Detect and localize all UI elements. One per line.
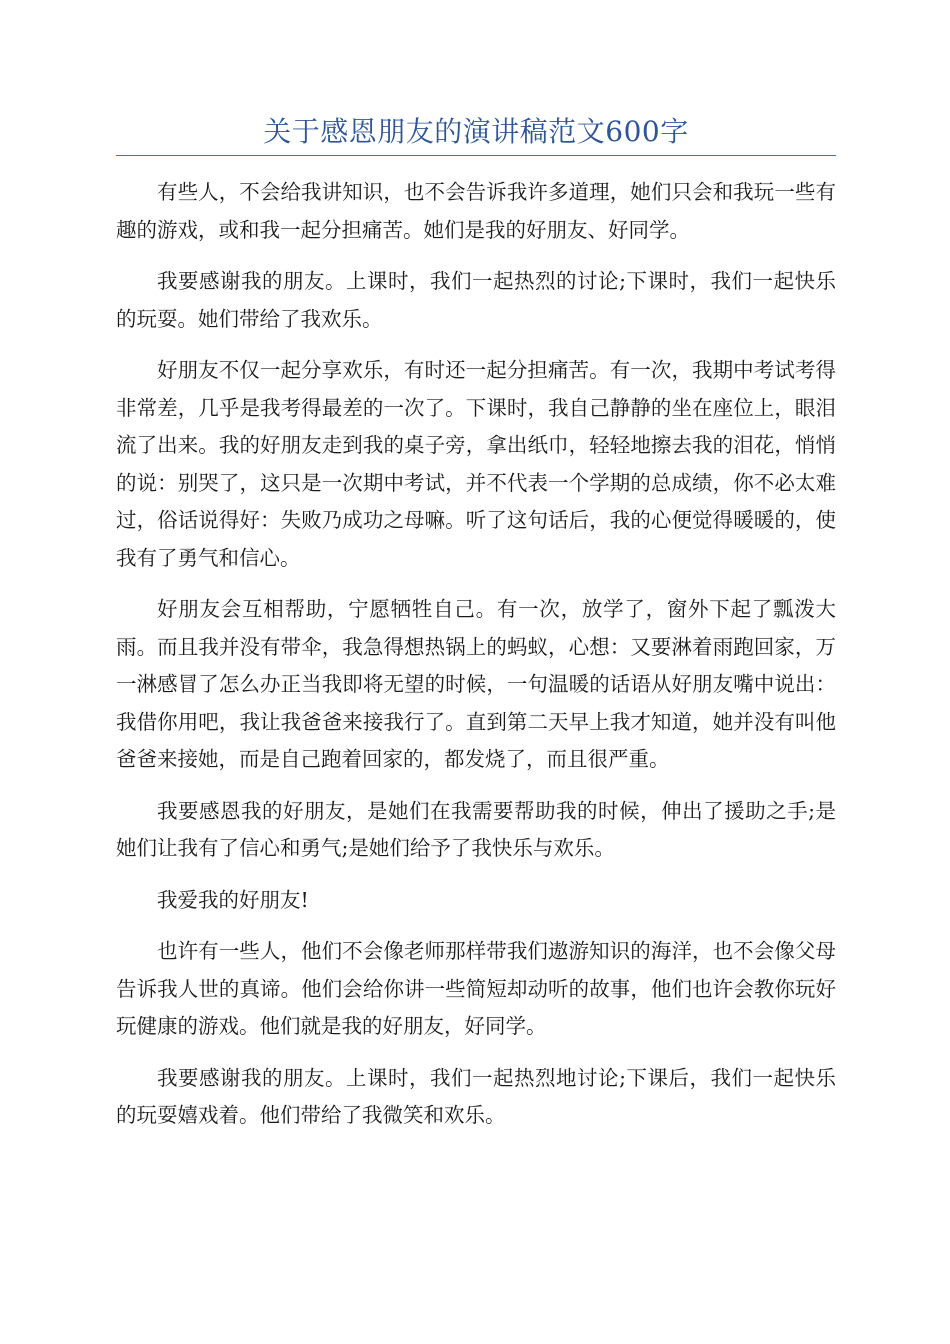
document-body [116,174,836,1135]
document-page [116,0,836,1344]
paragraph: 我爱我的好朋友! [157,887,309,912]
paragraph: 好朋友不仅一起分享欢乐，有时还一起分担痛苦。有一次，我期中考试考得非常差，几乎是我考得最差的一次了。下课时，我自己静静的坐在座位上，眼泪流了出来。我的好朋友走到我的桌子旁，拿出纸巾，轻轻地擦去我的泪花，悄悄的说：别哭了，这只是一次期中考试，并不代表一个学期的总成绩，你不必太难过，俗话说得好：失败乃成功之母嘛。听了这句话后，我的心便觉得暖暖的，使我有了勇气和信心。 [116,358,836,570]
paragraph: 也许有一些人，他们不会像老师那样带我们遨游知识的海洋，也不会像父母告诉我人世的真谛。他们会给你讲一些简短却动听的故事，他们也许会教你玩好玩健康的游戏。他们就是我的好朋友，好同学。 [116,939,836,1038]
paragraph: 有些人，不会给我讲知识，也不会告诉我许多道理，她们只会和我玩一些有趣的游戏，或和我一起分担痛苦。她们是我的好朋友、好同学。 [116,180,836,242]
document-title: 关于感恩朋友的演讲稿范文600字 [263,115,689,148]
paragraph: 我要感谢我的朋友。上课时，我们一起热烈的讨论;下课时，我们一起快乐的玩耍。她们带给了我欢乐。 [116,269,836,331]
title-underline [116,155,836,156]
paragraph: 好朋友会互相帮助，宁愿牺牲自己。有一次，放学了，窗外下起了瓢泼大雨。而且我并没有带伞，我急得想热锅上的蚂蚁，心想：又要淋着雨跑回家，万一淋感冒了怎么办正当我即将无望的时候，一句温暖的话语从好朋友嘴中说出：我借你用吧，我让我爸爸来接我行了。直到第二天早上我才知道，她并没有叫他爸爸来接她，而是自己跑着回家的，都发烧了，而且很严重。 [116,597,836,771]
paragraph: 我要感恩我的好朋友，是她们在我需要帮助我的时候，伸出了援助之手;是她们让我有了信心和勇气;是她们给予了我快乐与欢乐。 [116,798,836,860]
paragraph: 我要感谢我的朋友。上课时，我们一起热烈地讨论;下课后，我们一起快乐的玩耍嬉戏着。他们带给了我微笑和欢乐。 [116,1065,836,1127]
